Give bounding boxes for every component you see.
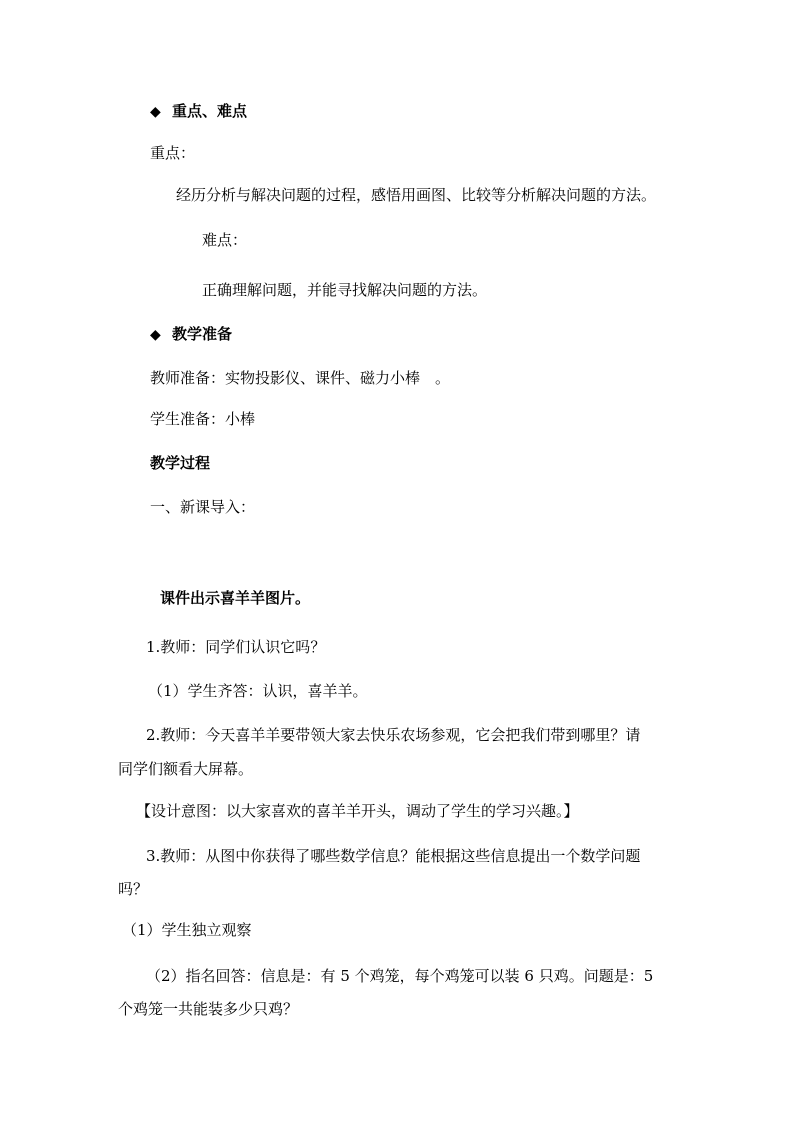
design-intent: 【设计意图：以大家喜欢的喜羊羊开头，调动了学生的学习兴趣。】 — [136, 802, 579, 820]
question-1: 1.教师：同学们认识它吗？ — [146, 638, 326, 656]
answer-3-2-line-1: （2）指名回答：信息是：有 5 个鸡笼，每个鸡笼可以装 6 只鸡。问题是：5 — [146, 967, 654, 985]
teacher-prep: 教师准备：实物投影仪、课件、磁力小棒 。 — [150, 369, 451, 387]
courseware-line: 课件出示喜羊羊图片。 — [160, 589, 311, 607]
diamond-bullet-icon: ◆ — [150, 327, 161, 343]
focus-heading-text: 重点、难点 — [172, 102, 248, 120]
focus-heading — [150, 100, 247, 122]
process-heading: 教学过程 — [150, 454, 211, 472]
key-label: 重点： — [150, 144, 196, 162]
answer-3-1: （1）学生独立观察 — [122, 921, 252, 939]
difficulty-content: 正确理解问题，并能寻找解决问题的方法。 — [202, 281, 488, 299]
question-2-line-2: 同学们额看大屏幕。 — [118, 760, 254, 778]
prep-heading — [150, 323, 232, 345]
key-content: 经历分析与解决问题的过程，感悟用画图、比较等分析解决问题的方法。 — [176, 186, 657, 204]
student-prep: 学生准备：小棒 — [150, 410, 256, 428]
prep-heading-text: 教学准备 — [172, 325, 233, 343]
question-3-line-1: 3.教师：从图中你获得了哪些数学信息？能根据这些信息提出一个数学问题 — [146, 847, 641, 865]
question-3-line-2: 吗？ — [118, 880, 149, 898]
answer-3-2-line-2: 个鸡笼一共能装多少只鸡？ — [118, 1000, 299, 1018]
question-2-line-1: 2.教师：今天喜羊羊要带领大家去快乐农场参观，它会把我们带到哪里？请 — [146, 726, 641, 744]
intro-title: 一、新课导入： — [150, 498, 256, 516]
difficulty-label: 难点： — [202, 231, 248, 249]
answer-1: （1）学生齐答：认识，喜羊羊。 — [148, 682, 368, 700]
diamond-bullet-icon: ◆ — [150, 104, 161, 120]
